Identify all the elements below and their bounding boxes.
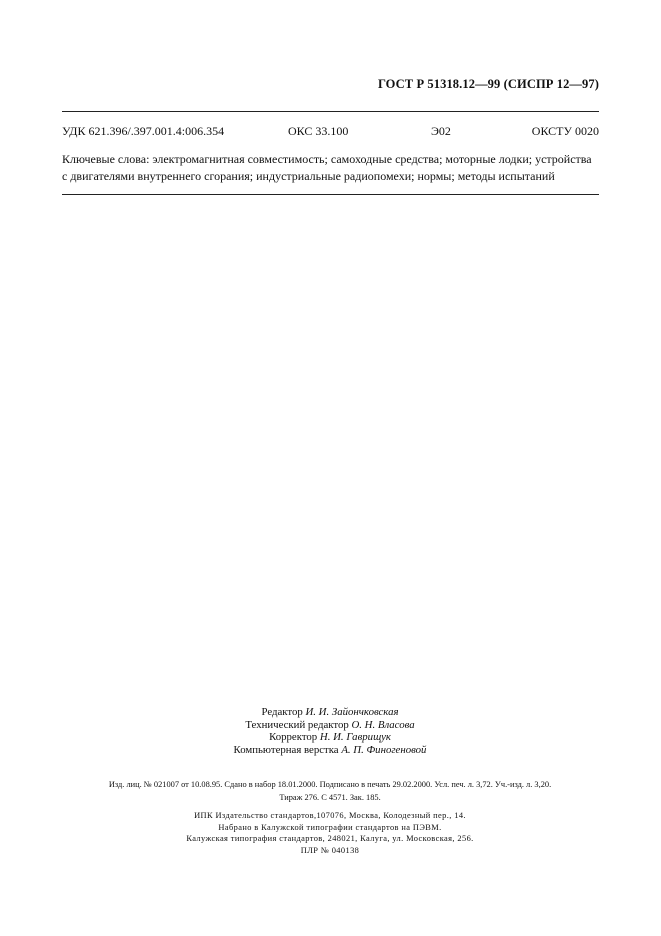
publication-line: Тираж 276. С 4571. Зак. 185. xyxy=(279,792,381,802)
publication-info xyxy=(80,779,580,804)
editorial-staff xyxy=(120,706,540,756)
staff-layout: Компьютерная верстка А. П. Финогеновой xyxy=(233,743,427,756)
publication-line: Изд. лиц. № 021007 от 10.08.95. Сдано в набор 18.01.2000. Подписано в печать 29.02.2000. Усл. печ. л. 3,72. Уч.-изд. л. 3,20. xyxy=(108,780,552,789)
category-code: Э02 xyxy=(431,124,451,138)
printer-line: Набрано в Калужской типографии стандартов на ПЭВМ. xyxy=(218,822,442,832)
keywords-line: с двигателями внутреннего сгорания; индустриальные радиопомехи; нормы; методы испытаний xyxy=(62,168,555,183)
udk-code: УДК 621.396/.397.001.4:006.354 xyxy=(62,124,225,138)
staff-tech-editor: Технический редактор О. Н. Власова xyxy=(245,718,415,731)
printer-line: ИПК Издательство стандартов,107076, Москва, Колодезный пер., 14. xyxy=(194,811,466,820)
okstu-code: ОКСТУ 0020 xyxy=(531,124,599,138)
keywords-block xyxy=(62,151,599,184)
keywords-line: Ключевые слова: электромагнитная совместимость; самоходные средства; моторные лодки; устройства xyxy=(62,152,592,166)
standard-designation: ГОСТ Р 51318.12—99 (СИСПР 12—97) xyxy=(377,77,599,91)
printer-line: ПЛР № 040138 xyxy=(300,845,360,855)
top-divider xyxy=(62,111,599,112)
printer-line: Калужская типография стандартов, 248021, Калуга, ул. Московская, 256. xyxy=(186,834,474,843)
classification-row xyxy=(62,124,599,140)
staff-proofreader: Корректор Н. И. Гаврищук xyxy=(269,731,391,744)
oks-code: ОКС 33.100 xyxy=(288,124,349,138)
bottom-divider xyxy=(62,194,599,195)
printer-info xyxy=(120,810,540,856)
staff-editor: Редактор И. И. Зайончковская xyxy=(261,706,399,718)
